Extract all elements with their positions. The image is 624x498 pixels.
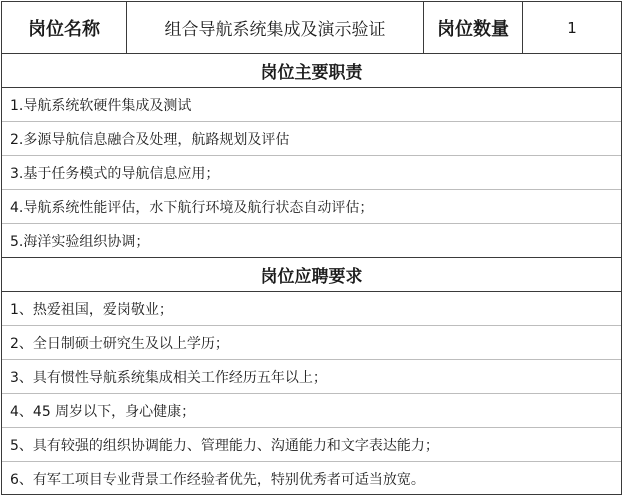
requirement-item: 5、具有较强的组织协调能力、管理能力、沟通能力和文字表达能力； <box>2 428 621 462</box>
header-row <box>2 2 621 54</box>
quantity-value: 1 <box>567 18 577 37</box>
duty-item: 4.导航系统性能评估，水下航行环境及航行状态自动评估； <box>2 190 621 224</box>
duty-item: 5.海洋实验组织协调； <box>2 224 621 258</box>
requirement-item: 6、有军工项目专业背景工作经验者优先，特别优秀者可适当放宽。 <box>10 472 425 488</box>
duty-item: 3.基于任务模式的导航信息应用； <box>2 156 621 190</box>
job-posting-table <box>1 1 622 495</box>
duties-title: 岗位主要职责 <box>2 54 621 88</box>
requirement-item: 4、45 周岁以下，身心健康； <box>2 394 621 428</box>
position-name-label: 岗位名称 <box>2 2 127 53</box>
requirement-item: 3、具有惯性导航系统集成相关工作经历五年以上； <box>2 360 621 394</box>
requirement-item: 2、全日制硕士研究生及以上学历； <box>2 326 621 360</box>
requirement-item: 1、热爱祖国，爱岗敬业； <box>2 292 621 326</box>
requirements-title: 岗位应聘要求 <box>2 258 621 292</box>
duty-item: 2.多源导航信息融合及处理，航路规划及评估 <box>2 122 621 156</box>
position-name-value: 组合导航系统集成及演示验证 <box>127 2 424 53</box>
duty-item: 1.导航系统软硬件集成及测试 <box>2 88 621 122</box>
quantity-label: 岗位数量 <box>424 2 523 53</box>
